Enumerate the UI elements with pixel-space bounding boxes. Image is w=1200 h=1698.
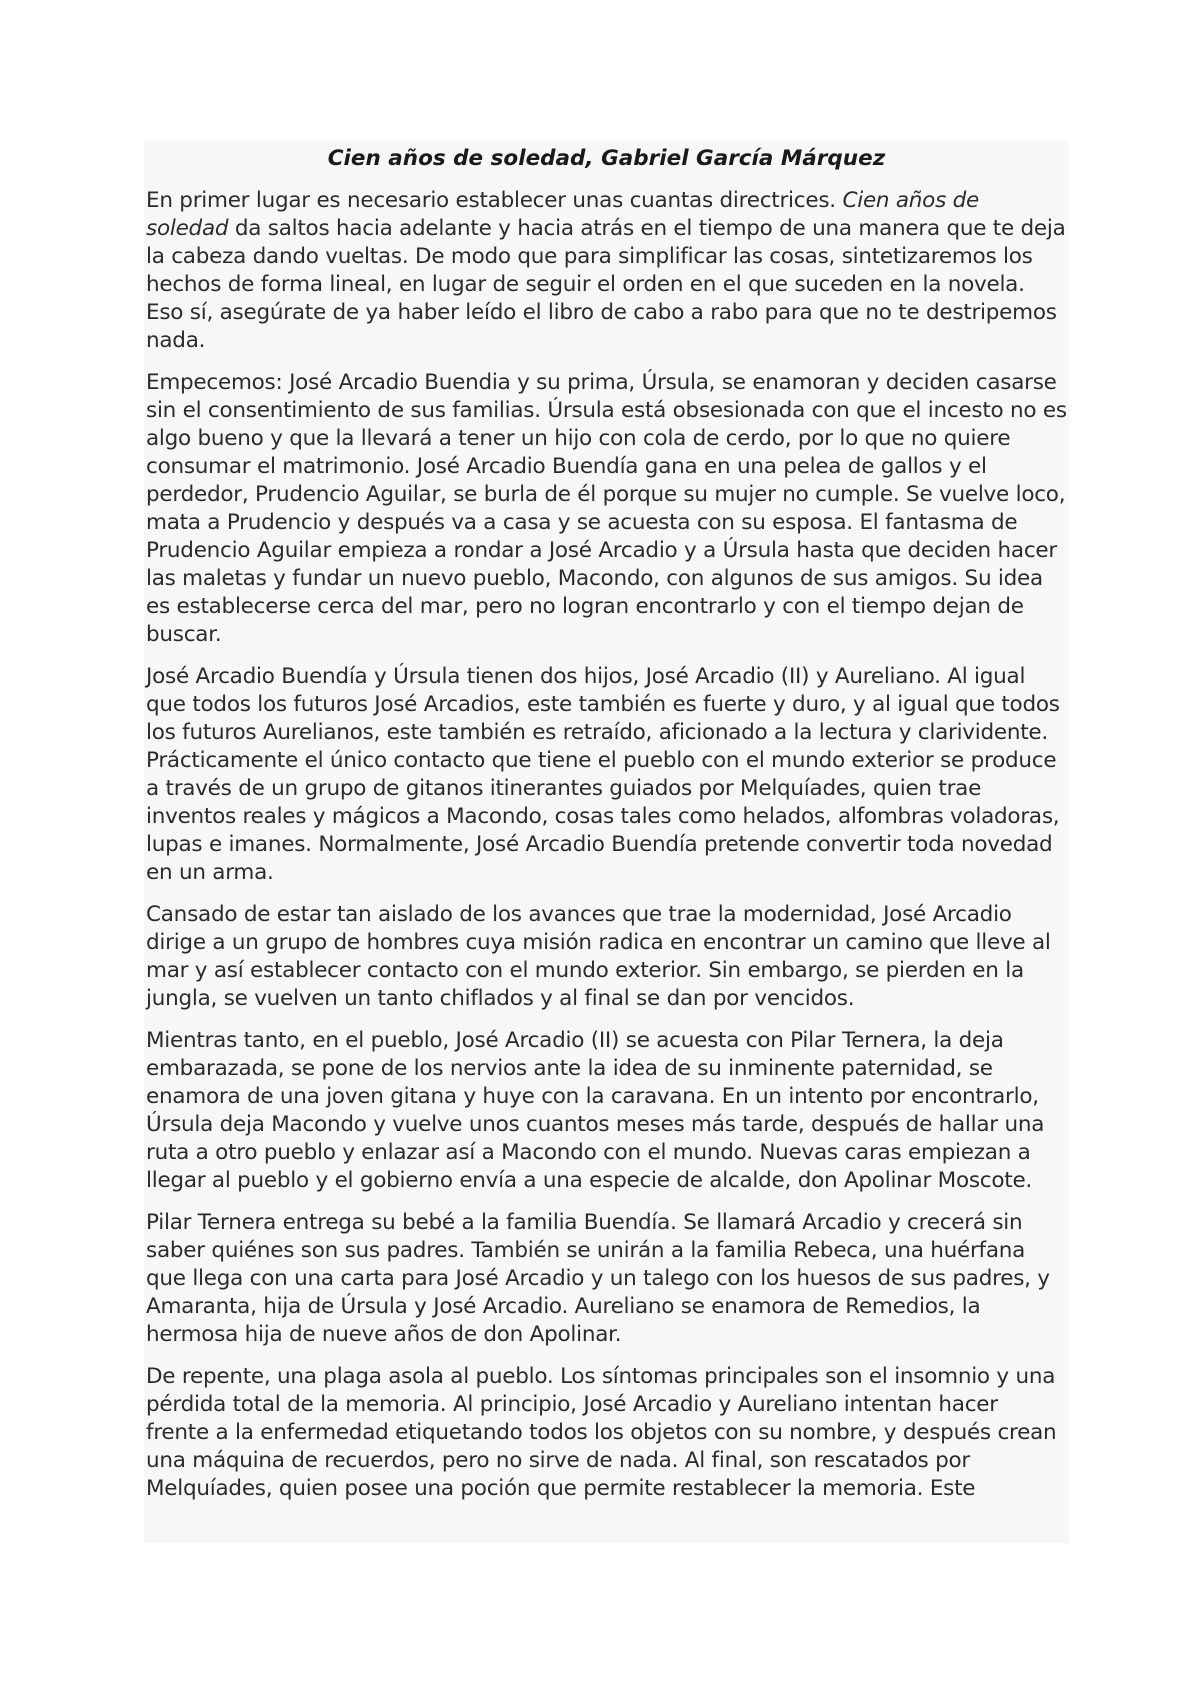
intro-text-start: En primer lugar es necesario establecer unas cuantas directrices. (146, 188, 843, 213)
document-title: Cien años de soledad, Gabriel García Márquez (327, 146, 886, 171)
document-page (144, 141, 1069, 1543)
paragraph: Empecemos: José Arcadio Buendia y su prima, Úrsula, se enamoran y deciden casarse sin el consentimiento de sus familias. Úrsula está obsesionada con que el incesto no es algo bueno y que la llevará a tener un hijo con cola de cerdo, por lo que no quiere consumar el matrimonio. José Arcadio Buendía gana en una pelea de gallos y el perdedor, Prudencio Aguilar, se burla de él porque su mujer no cumple. Se vuelve loco, mata a Prudencio y después va a casa y se acuesta con su esposa. El fantasma de Prudencio Aguilar empieza a rondar a José Arcadio y a Úrsula hasta que deciden hacer las maletas y fundar un nuevo pueblo, Macondo, con algunos de sus amigos. Su idea es establecerse cerca del mar, pero no logran encontrarlo y con el tiempo dejan de buscar. (146, 370, 1067, 647)
paragraph-intro (146, 187, 1067, 355)
paragraph: José Arcadio Buendía y Úrsula tienen dos hijos, José Arcadio (II) y Aureliano. Al igual que todos los futuros José Arcadios, este también es fuerte y duro, y al igual que todos los futuros Aurelianos, este también es retraído, aficionado a la lectura y clarividente. Prácticamente el único contacto que tiene el pueblo con el mundo exterior se produce a través de un grupo de gitanos itinerantes guiados por Melquíades, quien trae inventos reales y mágicos a Macondo, cosas tales como helados, alfombras voladoras, lupas e imanes. Normalmente, José Arcadio Buendía pretende convertir toda novedad en un arma. (146, 664, 1060, 885)
paragraph: De repente, una plaga asola al pueblo. Los síntomas principales son el insomnio y una pérdida total de la memoria. Al principio, José Arcadio y Aureliano intentan hacer frente a la enfermedad etiquetando todos los objetos con su nombre, y después crean una máquina de recuerdos, pero no sirve de nada. Al final, son rescatados por Melquíades, quien posee una poción que permite restablecer la memoria. Este (146, 1364, 1057, 1501)
paragraph: Pilar Ternera entrega su bebé a la familia Buendía. Se llamará Arcadio y crecerá sin saber quiénes son sus padres. También se unirán a la familia Rebeca, una huérfana que llega con una carta para José Arcadio y un talego con los huesos de sus padres, y Amaranta, hija de Úrsula y José Arcadio. Aureliano se enamora de Remedios, la hermosa hija de nueve años de don Apolinar. (146, 1210, 1050, 1347)
paragraph: Mientras tanto, en el pueblo, José Arcadio (II) se acuesta con Pilar Ternera, la deja embarazada, se pone de los nervios ante la idea de su inminente paternidad, se enamora de una joven gitana y huye con la caravana. En un intento por encontrarlo, Úrsula deja Macondo y vuelve unos cuantos meses más tarde, después de hallar una ruta a otro pueblo y enlazar así a Macondo con el mundo. Nuevas caras empiezan a llegar al pueblo y el gobierno envía a una especie de alcalde, don Apolinar Moscote. (146, 1028, 1045, 1193)
intro-italic-title: Cien años de soledad (146, 188, 979, 241)
paragraph: Cansado de estar tan aislado de los avances que trae la modernidad, José Arcadio dirige a un grupo de hombres cuya misión radica en encontrar un camino que lleve al mar y así establecer contacto con el mundo exterior. Sin embargo, se pierden en la jungla, se vuelven un tanto chiflados y al final se dan por vencidos. (146, 902, 1051, 1011)
intro-text-end: da saltos hacia adelante y hacia atrás en el tiempo de una manera que te deja la cabeza dando vueltas. De modo que para simplificar las cosas, sintetizaremos los hechos de forma lineal, en lugar de seguir el orden en el que suceden en la novela. Eso sí, asegúrate de ya haber leído el libro de cabo a rabo para que no te destripemos nada. (146, 216, 1066, 353)
